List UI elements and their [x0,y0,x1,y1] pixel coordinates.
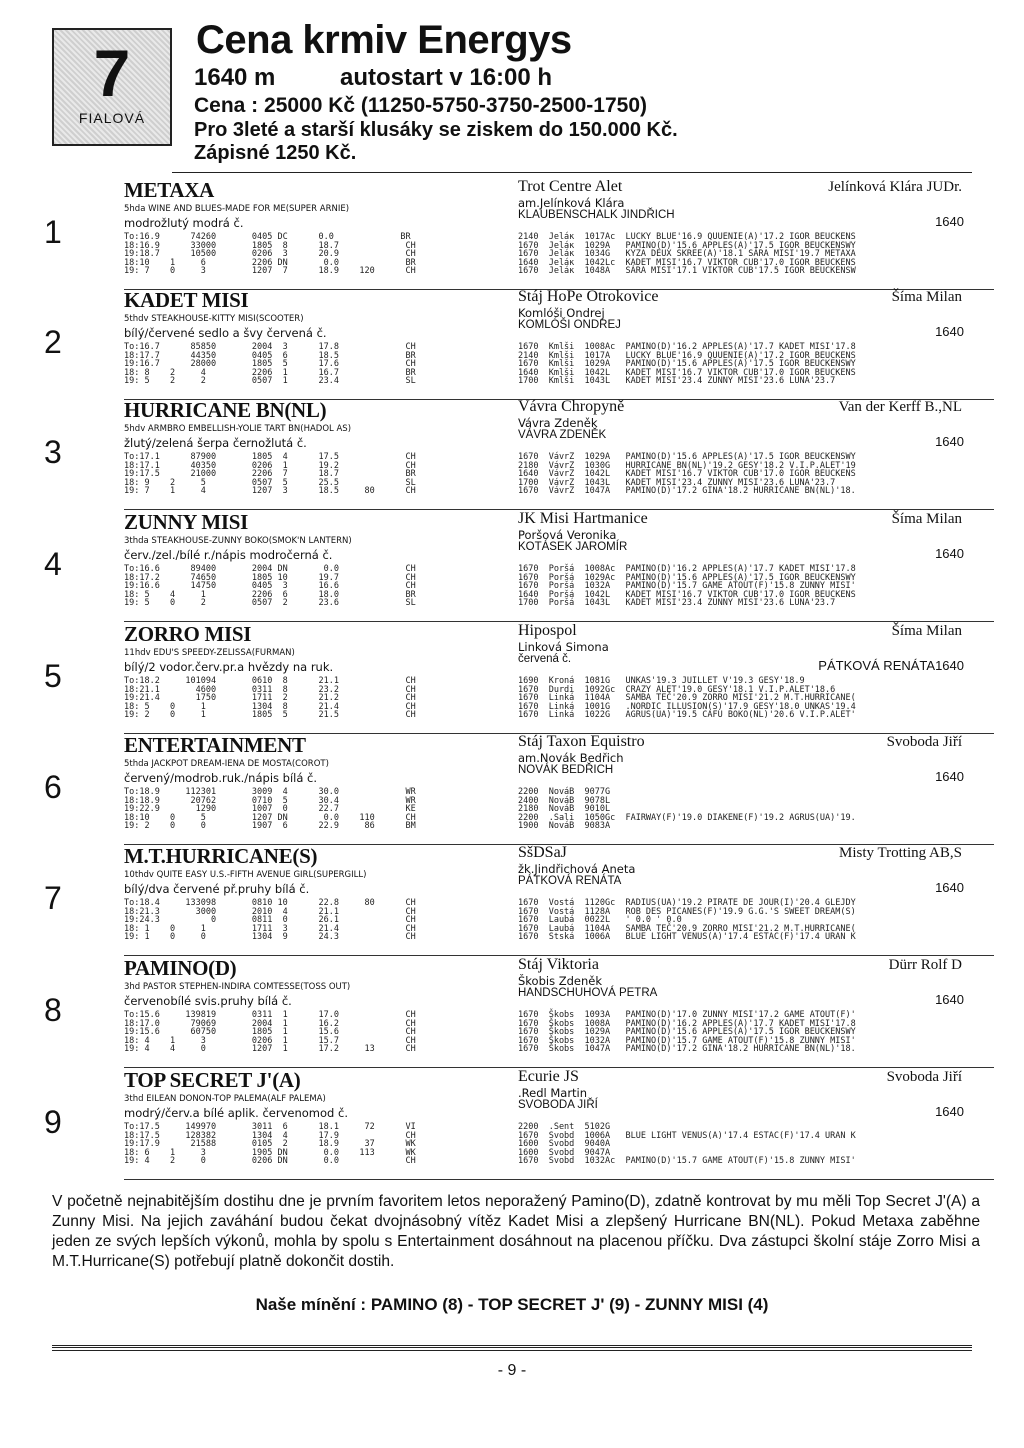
race-distance-value: 1640 [935,1104,964,1119]
entry-number: 9 [44,1104,62,1140]
race-tip: Naše mínění : PAMINO (8) - TOP SECRET J' (9) - ZUNNY MISI (4) [255,1295,769,1314]
horse-name: ENTERTAINMENT [124,733,306,757]
entry-number: 1 [44,214,62,250]
horse-name: ZUNNY MISI [124,510,248,534]
trainer-name: Svoboda Jiří [886,1069,962,1085]
horse-stats: To:16.9 74260 0405 DC 0.0 BR 18:16.9 33000 1805 8 18.7 CH 19:18.7 10500 0206 3 20.9 CH 18:10 1 6 2206 DN 0.0 BR 19: 7 0 3 1207 7 18.9 120 CH [124,232,416,277]
race-distance-value: PÁTKOVÁ RENÁTA1640 [818,658,964,673]
stable-name: žk.Jindřichová Aneta [518,862,636,876]
driver-name: KOTÁSEK JAROMÍR [518,541,628,553]
race-title: Cena krmiv Energys [196,18,572,62]
race-distance-value: 1640 [935,214,964,229]
racing-colors: červený/modrob.ruk./nápis bílá č. [124,771,318,785]
owner-name: Stáj HoPe Otrokovice [518,288,659,305]
racing-colors: bílý/červené sedlo a švy červená č. [124,326,327,340]
horse-stats: To:18.2 101094 0610 8 21.1 CH 18:21.1 4600 0311 8 23.2 CH 19:21.4 1750 1711 2 21.2 CH 18: 5 0 1 1304 8 21.4 CH 19: 2 0 1 1805 5 21.5 CH [124,676,416,721]
recent-races: 1670 Poršá 1008Ac PAMINO(D)'16.2 APPLES(A)'17.7 KADET MISI'17.8 1670 Poršá 1029Ac PAMINO(D)'15.6 APPLES(A)'17.5 IGOR BEUCKENSWY 1670 Poršá 1032A PAMINO(D)'15.7 GAME ATOUT(F)'15.8 ZUNNY MISI' 1640 Poršá 1042L KADET MISI'16.7 VIKTOR CUB'17.0 IGOR BEUCKENS 1700 Poršá 1043L KADET MISI'23.4 ZUNNY MISI'23.6 LUNA'23.7 [518,564,856,609]
horse-name: TOP SECRET J'(A) [124,1068,301,1092]
header-rule [172,172,972,173]
entry-card [44,844,984,960]
horse-pedigree: 3hd PASTOR STEPHEN-INDIRA COMTESSE(TOSS OUT) [124,982,351,992]
race-prize: Cena : 25000 Kč (11250-5750-3750-2500-1750) [194,94,647,117]
horse-stats: To:17.5 149970 3011 6 18.1 72 VI 18:17.5 128382 1304 4 17.9 CH 19:17.9 21588 0105 2 18.9 37 WK 18: 6 1 3 1905 DN 0.0 113 WK 19: 4 2 0 0206 DN 0.0 CH [124,1122,416,1167]
entry-number: 5 [44,658,62,694]
horse-pedigree: 5thda JACKPOT DREAM-IENA DE MOSTA(COROT) [124,759,329,769]
driver-name: NOVÁK BEDŘICH [518,764,614,776]
race-conditions: Pro 3leté a starší klusáky se ziskem do 150.000 Kč. [194,119,678,141]
horse-name: M.T.HURRICANE(S) [124,844,318,868]
recent-races: 2140 Jeláк 1017Ac LUCKY BLUE'16.9 QUUENIE(A)'17.2 IGOR BEUCKENS 1670 Jeláк 1029A PAMINO(D)'15.6 APPLES(A)'17.5 IGOR BEUCKENSWY 1670 Jeláк 1034G KYZA DEUX SKREE(A)'18.1 SÁRA MISI'19.7 METAXA 1640 Jeláк 1042Lc KADET MISI'16.7 VIKTOR CUB'17.0 IGOR BEUCKENS 1670 Jeláк 1048A SÁRA MISI'17.1 VIKTOR CUB'17.5 IGOR BEUCKENSW [518,232,856,277]
trainer-name: Van der Kerff B.,NL [838,399,962,415]
horse-name: ZORRO MISI [124,622,252,646]
race-badge [52,28,172,146]
racing-colors: modrý/červ.a bílé aplik. červenomod č. [124,1106,348,1120]
horse-stats: To:17.1 87900 1805 4 17.5 CH 18:17.1 40350 0206 1 19.2 CH 19:17.5 21000 2206 7 18.7 BR 18: 9 2 5 0507 5 25.5 SL 19: 7 1 4 1207 3 18.5 80 CH [124,452,416,497]
stable-name: Linková Simona [518,640,609,654]
entry-card [44,510,984,626]
entry-card [44,733,984,849]
horse-name: KADET MISI [124,288,249,312]
driver-name: PÁTKOVÁ RENÁTA [518,875,622,887]
entry-card [44,288,984,404]
owner-name: Ecurie JS [518,1068,579,1085]
horse-stats: To:16.7 85850 2004 3 17.8 CH 18:17.7 44350 0405 6 18.5 BR 19:16.7 28000 1805 5 17.6 CH 18: 8 2 4 2206 1 16.7 BR 19: 5 2 2 0507 1 23.4 SL [124,342,416,387]
race-distance-value: 1640 [935,769,964,784]
driver-name: HANDSCHUHOVÁ PETRA [518,987,658,999]
race-commentary: V početně nejnabitějším dostihu dne je prvním favoritem letos neporažený Pamino(D), zdatně kontrovat by mu měli Top Secret J'(A) a Zunny Misi. Na jejich zaváhání budou čekat dvojnásobný vítěz Kadet Misi a zlepšený Hurricane BN(NL). Pokud Metaxa zaběhne jeden ze svých lepších výkonů, mohla by spolu s Entertainment dosáhnout na placenou příčku. Dva zástupci školní stáje Zorro Misi a M.T.Hurricane(S) potřebují platně dokončit dostih. [52,1193,980,1270]
horse-pedigree: 5thdv STEAKHOUSE-KITTY MISI(SCOOTER) [124,314,304,324]
stable-name: Komlóši Ondrej [518,306,605,320]
recent-races: 1690 Kroná 1081G UNKAS'19.3 JUILLET V'19.3 GESY'18.9 1670 Durdi 1092Gc CRAZY ALET'19.0 GESY'18.1 V.I.P.ALET'18.6 1670 Linká 1104A SAMBA TEČ'20.9 ZORRO MISI'21.2 M.T.HURRICANE( 1670 Linká 1001G .NORDIC ILLUSION(S)'17.9 GESY'18.0 UNKAS'19.4 1670 Linká 1022G AGRUS(UA)'19.5 CAFU BOKO(NL)'20.6 V.I.P.ALET' [518,676,856,721]
entry-number: 7 [44,880,62,916]
race-distance: 1640 m [194,64,276,91]
horse-pedigree: 5hdv ARMBRO EMBELLISH-YOLIE TART BN(HADOL AS) [124,424,352,434]
driver-name: SVOBODA JIŘÍ [518,1099,598,1111]
trainer-name: Šíma Milan [891,511,962,527]
horse-stats: To:16.6 89400 2004 DN 0.0 CH 18:17.2 74650 1805 10 19.7 CH 19:16.6 14750 0405 3 16.6 CH 18: 5 4 1 2206 6 18.0 BR 19: 5 0 2 0507 2 23.6 SL [124,564,416,609]
horse-stats: To:15.6 139819 0311 1 17.0 CH 18:17.0 79069 2004 1 16.2 CH 19:15.6 60750 1805 1 15.6 CH 18: 4 1 3 0206 1 15.7 CH 19: 4 4 0 1207 1 17.2 13 CH [124,1010,416,1055]
footer-rule [52,1345,972,1348]
stable-name: am.Novák Bedřich [518,751,624,765]
owner-name: Vávra Chropyně [518,398,625,415]
racing-colors: žlutý/zelená šerpa černožlutá č. [124,436,307,450]
entry-number: 8 [44,992,62,1028]
racing-colors: červ./zel./bílé r./nápis modročerná č. [124,548,333,562]
horse-pedigree: 3thda STEAKHOUSE-ZUNNY BOKO(SMOK'N LANTERN) [124,536,352,546]
trainer-name: Dürr Rolf D [888,957,962,973]
race-number: 7 [93,36,131,110]
stable-name: Škobis Zdeněk [518,974,603,988]
horse-pedigree: 10thdv QUITE EASY U.S.-FIFTH AVENUE GIRL(SUPERGILL) [124,870,367,880]
recent-races: 1670 Vostá 1120Gc RADIUS(UA)'19.2 PIRATE DE JOUR(I)'20.4 GLEJDY 1670 Vostá 1128A ROB DES PICANES(F)'19.9 G.G.'S SWEET DREAM(S) 1670 Laubá 0022L ' 0.0 ' 0.0 1670 Laubá 1104A SAMBA TEČ'20.9 ZORRO MISI'21.2 M.T.HURRICANE( 1670 Stská 1006A BLUE LIGHT VENUS(A)'17.4 ESTAC(F)'17.4 URAN K [518,898,856,943]
owner-name: Trot Centre Alet [518,178,623,195]
entry-number: 3 [44,434,62,470]
entry-number: 2 [44,324,62,360]
horse-name: HURRICANE BN(NL) [124,398,327,422]
recent-races: 1670 Kmlši 1008Ac PAMINO(D)'16.2 APPLES(A)'17.7 KADET MISI'17.8 2140 Kmlši 1017A LUCKY BLUE'16.9 QUUENIE(A)'17.2 IGOR BEUCKENS 1670 Kmlši 1029A PAMINO(D)'15.6 APPLES(A)'17.5 IGOR BEUCKENSWY 1640 Kmlši 1042L KADET MISI'16.7 VIKTOR CUB'17.0 IGOR BEUCKENS 1700 Kmlši 1043L KADET MISI'23.4 ZUNNY MISI'23.6 LUNA'23.7 [518,342,856,387]
driver-name: červená č. [518,653,572,665]
horse-stats: To:18.4 133098 0810 10 22.8 80 CH 18:21.3 3000 2010 4 21.1 CH 19:24.3 0 0811 0 26.1 CH 18: 1 0 1 1711 3 21.4 CH 19: 1 0 0 1304 9 24.3 CH [124,898,416,943]
owner-name: SšDSaJ [518,844,567,861]
race-distance-value: 1640 [935,546,964,561]
owner-name: JK Misi Hartmanice [518,510,648,527]
entry-number: 6 [44,769,62,805]
entry-card [44,622,984,738]
trainer-name: Šíma Milan [891,289,962,305]
horse-name: PAMINO(D) [124,956,237,980]
horse-pedigree: 3thd EILEAN DONON-TOP PALEMA(ALF PALEMA) [124,1094,326,1104]
horse-name: METAXA [124,178,214,202]
racing-colors: bílý/2 vodor.červ.pr.a hvězdy na ruk. [124,660,334,674]
owner-name: Stáj Taxon Equistro [518,733,645,750]
racing-colors: bílý/dva červené př.pruhy bílá č. [124,882,310,896]
recent-races: 1670 Škobs 1093A PAMINO(D)'17.0 ZUNNY MISI'17.2 GAME ATOUT(F)' 1670 Škobs 1008A PAMINO(D)'16.2 APPLES(A)'17.7 KADET MISI'17.8 1670 Škobs 1029A PAMINO(D)'15.6 APPLES(A)'17.5 IGOR BEUCKENSWY 1670 Škobs 1032A PAMINO(D)'15.7 GAME ATOUT(F)'15.8 ZUNNY MISI' 1670 Škobs 1047A PAMINO(D)'17.2 GINA'18.2 HURRICANE BN(NL)'18. [518,1010,856,1055]
footer-rule-thin [52,1350,972,1351]
race-color: FIALOVÁ [78,110,146,126]
entry-card [44,398,984,514]
entry-card [44,956,984,1072]
stable-name: Poršová Veronika [518,528,617,542]
race-start: autostart v 16:00 h [340,64,553,91]
recent-races: 2200 NováB 9077G 2400 NováB 9078L 2180 NováB 9010L 2200 .Sali 1050Gc FAIRWAY(F)'19.0 DIAKENE(F)'19.2 AGRUS(UA)'19. 1900 NováB 9083A [518,787,856,832]
stable-name: .Redl Martin [518,1086,588,1100]
recent-races: 1670 VávrZ 1029A PAMINO(D)'15.6 APPLES(A)'17.5 IGOR BEUCKENSWY 2180 VávrZ 1030G HURRICANE BN(NL)'19.2 GESY'18.2 V.I.P.ALET'19 1640 VávrZ 1042L KADET MISI'16.7 VIKTOR CUB'17.0 IGOR BEUCKENS 1700 VávrZ 1043L KADET MISI'23.4 ZUNNY MISI'23.6 LUNA'23.7 1670 VávrZ 1047A PAMINO(D)'17.2 GINA'18.2 HURRICANE BN(NL)'18. [518,452,856,497]
owner-name: Stáj Viktoria [518,956,599,973]
race-distance-value: 1640 [935,880,964,895]
race-distance-value: 1640 [935,324,964,339]
race-distance-value: 1640 [935,434,964,449]
trainer-name: Jelínková Klára JUDr. [828,179,962,195]
entry-separator [124,1179,994,1180]
stable-name: am.Jelínková Klára [518,196,625,210]
driver-name: KOMLÓŠI ONDREJ [518,319,621,331]
entry-card [44,178,984,294]
race-distance-value: 1640 [935,992,964,1007]
racing-colors: modrožlutý modrá č. [124,216,244,230]
owner-name: Hipospol [518,622,577,639]
entry-card [44,1068,984,1184]
entry-number: 4 [44,546,62,582]
horse-pedigree: 5hda WINE AND BLUES-MADE FOR ME(SUPER ARNIE) [124,204,350,214]
trainer-name: Misty Trotting AB,S [839,845,962,861]
horse-stats: To:18.9 112301 3009 4 30.0 WR 18:18.9 20762 0710 5 30.4 WR 19:22.9 1290 1007 0 22.7 KE 18:10 0 5 1207 DN 0.0 110 CH 19: 2 0 0 1907 6 22.9 86 BM [124,787,416,832]
page-number: - 9 - [497,1362,527,1379]
trainer-name: Svoboda Jiří [886,734,962,750]
horse-pedigree: 11hdv EDU'S SPEEDY-ZELISSA(FURMAN) [124,648,295,658]
racing-colors: červenobílé svis.pruhy bílá č. [124,994,292,1008]
recent-races: 2200 .Sent 5102G 1670 Svobd 1006A BLUE LIGHT VENUS(A)'17.4 ESTAC(F)'17.4 URAN K 1600 Svobd 9040A 1600 Svobd 9047A 1670 Svobd 1032Ac PAMINO(D)'15.7 GAME ATOUT(F)'15.8 ZUNNY MISI' [518,1122,856,1167]
trainer-name: Šíma Milan [891,623,962,639]
stable-name: Vávra Zdeněk [518,416,598,430]
race-entry-fee: Zápisné 1250 Kč. [194,142,357,164]
driver-name: VÁVRA ZDENĚK [518,429,607,441]
driver-name: KLAUBENSCHALK JINDŘICH [518,209,675,221]
